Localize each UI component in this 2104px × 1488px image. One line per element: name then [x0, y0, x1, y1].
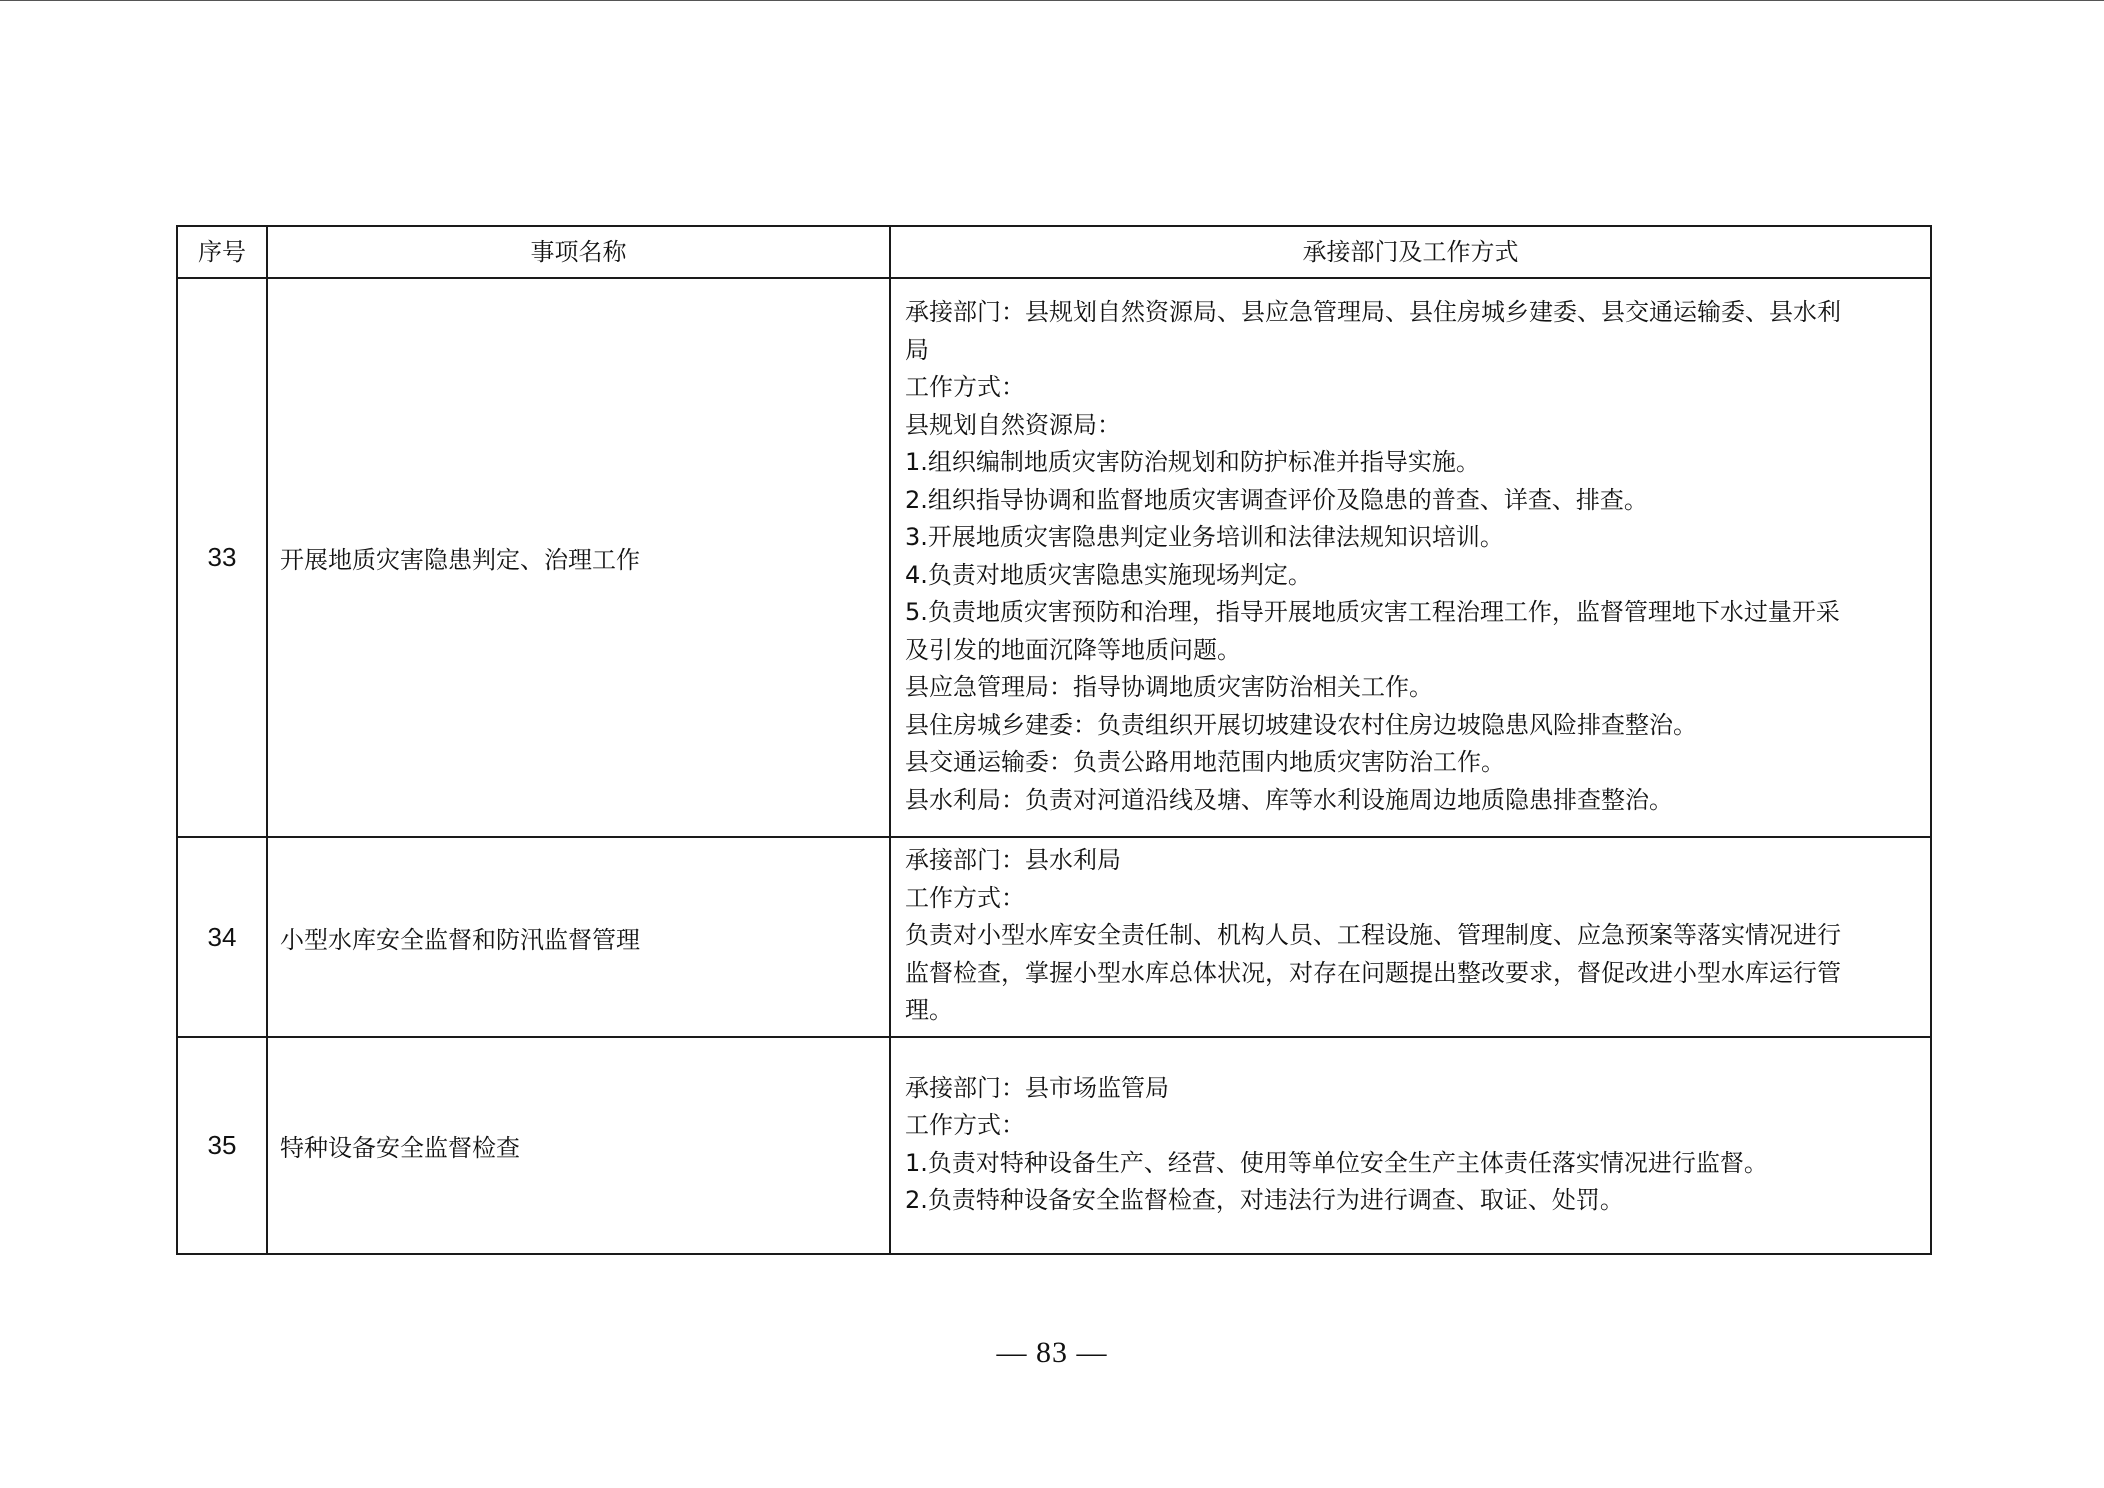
- dept-line: 县住房城乡建委：负责组织开展切坡建设农村住房边坡隐患风险排查整治。: [905, 710, 1697, 739]
- row-department-and-method: [890, 837, 1931, 1037]
- row-serial-number: 35: [177, 1037, 267, 1254]
- row-item-name: 开展地质灾害隐患判定、治理工作: [267, 278, 890, 837]
- table-row: [177, 1037, 1931, 1254]
- table-row: [177, 837, 1931, 1037]
- dept-line: 县水利局：负责对河道沿线及塘、库等水利设施周边地质隐患排查整治。: [905, 785, 1673, 814]
- dept-line: 3.开展地质灾害隐患判定业务培训和法律法规知识培训。: [905, 523, 1504, 551]
- top-edge-rule: [0, 0, 2104, 1]
- header-department-and-method: 承接部门及工作方式: [890, 226, 1931, 278]
- row-serial-number: 34: [177, 837, 267, 1037]
- dept-line: 承接部门：县水利局: [905, 846, 1121, 875]
- dept-line: 理。: [905, 996, 953, 1025]
- dept-line: 负责对小型水库安全责任制、机构人员、工程设施、管理制度、应急预案等落实情况进行: [905, 921, 1841, 950]
- table-header-row: [177, 226, 1931, 278]
- dept-line: 县应急管理局：指导协调地质灾害防治相关工作。: [905, 673, 1433, 701]
- dept-line: 工作方式：: [905, 1111, 1025, 1139]
- row-item-name: 特种设备安全监督检查: [267, 1037, 890, 1254]
- dept-line: 2.组织指导协调和监督地质灾害调查评价及隐患的普查、详查、排查。: [905, 485, 1648, 514]
- row-department-and-method: [890, 278, 1931, 837]
- header-item-name: 事项名称: [267, 226, 890, 278]
- dept-line: 县规划自然资源局：: [905, 410, 1121, 439]
- table-row: [177, 278, 1931, 837]
- dept-line: 监督检查，掌握小型水库总体状况，对存在问题提出整改要求，督促改进小型水库运行管: [905, 958, 1841, 987]
- dept-line: 承接部门：县市场监管局: [905, 1073, 1169, 1102]
- row-serial-number: 33: [177, 278, 267, 837]
- dept-line: 及引发的地面沉降等地质问题。: [905, 635, 1241, 664]
- dept-line: 承接部门：县规划自然资源局、县应急管理局、县住房城乡建委、县交通运输委、县水利: [905, 298, 1841, 326]
- dept-line: 5.负责地质灾害预防和治理，指导开展地质灾害工程治理工作，监督管理地下水过量开采: [905, 598, 1840, 626]
- page-number: — 83 —: [996, 1336, 1108, 1369]
- header-serial-number: 序号: [177, 226, 267, 278]
- row-department-and-method: [890, 1037, 1931, 1254]
- dept-line: 局: [905, 335, 929, 364]
- row-item-name: 小型水库安全监督和防汛监督管理: [267, 837, 890, 1037]
- duties-table: [176, 225, 1932, 1255]
- dept-line: 工作方式：: [905, 373, 1025, 401]
- dept-line: 1.负责对特种设备生产、经营、使用等单位安全生产主体责任落实情况进行监督。: [905, 1148, 1768, 1177]
- dept-line: 县交通运输委：负责公路用地范围内地质灾害防治工作。: [905, 748, 1505, 776]
- dept-line: 工作方式：: [905, 883, 1025, 912]
- dept-line: 2.负责特种设备安全监督检查，对违法行为进行调查、取证、处罚。: [905, 1186, 1624, 1214]
- dept-line: 1.组织编制地质灾害防治规划和防护标准并指导实施。: [905, 448, 1480, 476]
- dept-line: 4.负责对地质灾害隐患实施现场判定。: [905, 560, 1312, 589]
